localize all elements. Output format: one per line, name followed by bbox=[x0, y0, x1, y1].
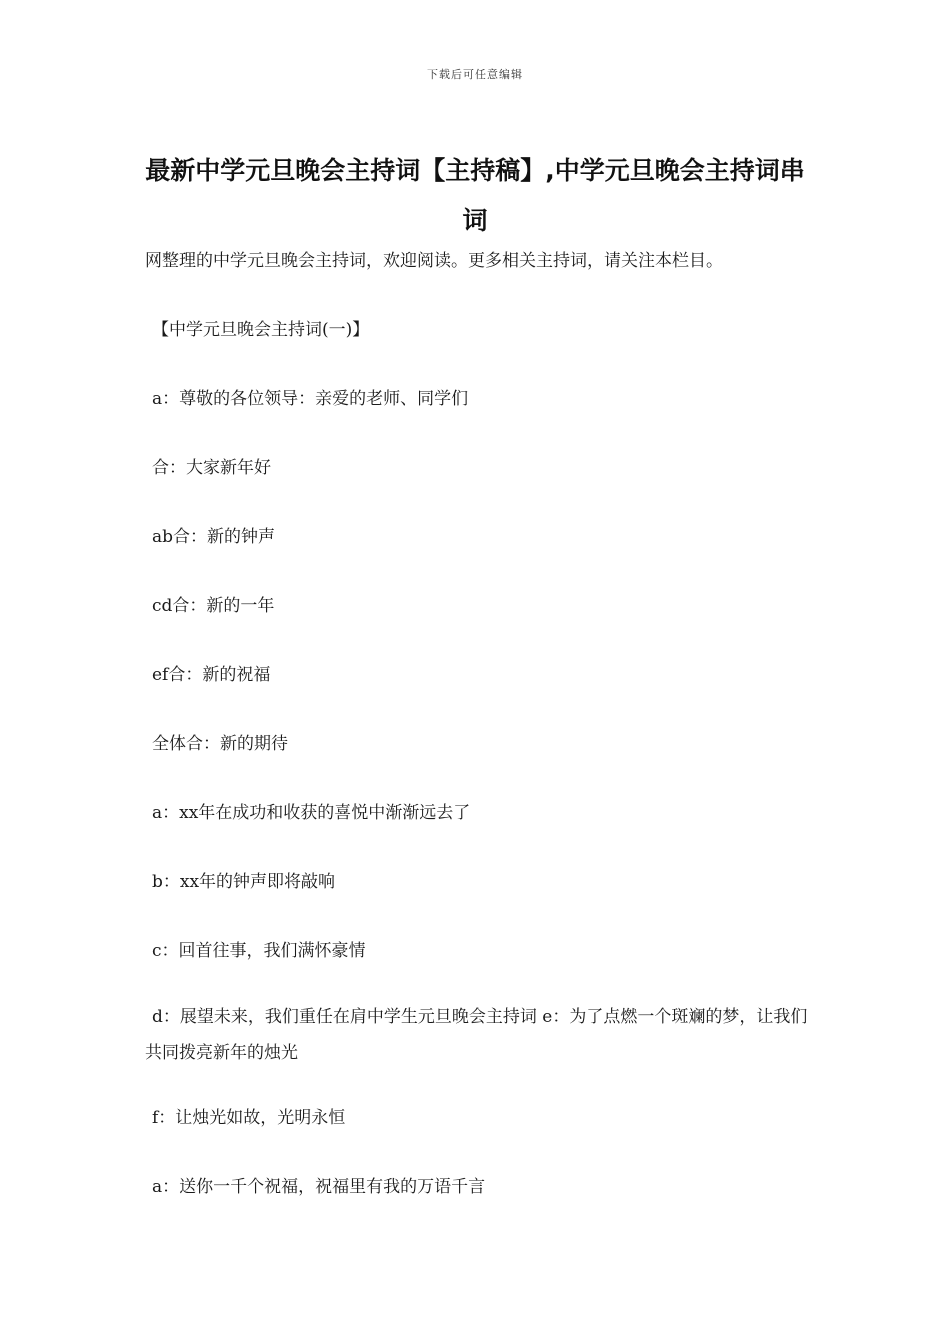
script-line: c：回首往事，我们满怀豪情 bbox=[152, 941, 366, 961]
script-line: f：让烛光如故，光明永恒 bbox=[152, 1108, 346, 1128]
document-title: 最新中学元旦晚会主持词【主持稿】,中学元旦晚会主持词串词 bbox=[145, 156, 805, 235]
document-body bbox=[145, 248, 815, 1201]
header-note: 下载后可任意编辑 bbox=[427, 68, 523, 81]
script-line: a：xx年在成功和收获的喜悦中渐渐远去了 bbox=[152, 803, 471, 823]
intro-paragraph: 网整理的中学元旦晚会主持词，欢迎阅读。更多相关主持词，请关注本栏目。 bbox=[145, 251, 723, 271]
script-line: a：送你一千个祝福，祝福里有我的万语千言 bbox=[152, 1177, 486, 1197]
script-line: d：展望未来，我们重任在肩中学生元旦晚会主持词 e：为了点燃一个斑斓的梦，让我们共同拨亮新年的烛光 bbox=[145, 1007, 808, 1063]
section-heading: 【中学元旦晚会主持词(一)】 bbox=[152, 320, 370, 340]
script-line: a：尊敬的各位领导：亲爱的老师、同学们 bbox=[152, 389, 469, 409]
script-line: b：xx年的钟声即将敲响 bbox=[152, 872, 336, 892]
script-line: ef合：新的祝福 bbox=[152, 665, 271, 685]
script-line: ab合：新的钟声 bbox=[152, 527, 276, 547]
script-line: 全体合：新的期待 bbox=[152, 734, 288, 754]
script-line: cd合：新的一年 bbox=[152, 596, 275, 616]
script-line: 合：大家新年好 bbox=[152, 458, 271, 478]
